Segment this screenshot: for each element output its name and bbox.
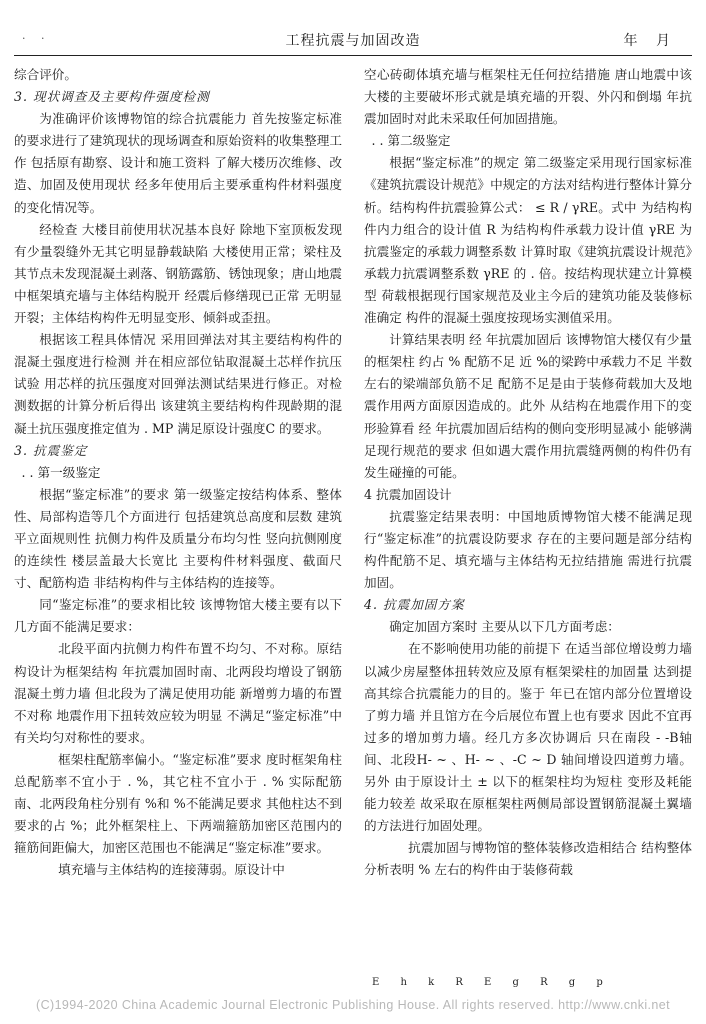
section-heading: 3. 现状调查及主要构件强度检测 — [14, 89, 210, 105]
section-heading: 3. 抗震鉴定 — [14, 442, 88, 458]
section-heading: . . 第二级鉴定 — [371, 133, 451, 149]
paragraph: 同“鉴定标准”的要求相比较 该博物馆大楼主要有以下几方面不能满足要求： — [14, 597, 342, 635]
header-rule — [14, 55, 692, 56]
paragraph: 经检查 大楼目前使用状况基本良好 除地下室顶板发现有少量裂缝外无其它明显静载缺陷 大楼使用正常；梁柱及其节点未发现混凝土剥落、钢筋露筋、锈蚀现象；唐山地震中框架填充墙与主体结构脱开 经震后修缮现已正常 无明显开裂；主体结构构件无明显变形、倾斜或歪扭。 — [14, 221, 342, 326]
page-header — [14, 30, 692, 52]
paragraph: 框架柱配筋率偏小。“鉴定标准”要求 度时框架角柱总配筋率不宜小于 . %，其它柱不宜小于 . % 实际配筋 南、北两段角柱分别有 %和 %不能满足要求 其他柱达不到要求的占 %；此外框架柱上、下两端箍筋加密区范围内的箍筋间距偏大，加密区范围也不能满足“鉴定标准”要求。 — [14, 751, 342, 856]
paragraph: 抗震加固与博物馆的整体装修改造相结合 结构整体分析表明 % 左右的构件由于装修荷载 — [364, 840, 692, 878]
left-column — [14, 64, 342, 881]
paragraph: 根据“鉴定标准”的规定 第二级鉴定采用现行国家标准《建筑抗震设计规范》中规定的方法对结构进行整体计算分析。结构构件抗震验算公式： ≤ R / γRE。式中 为结构构件内力组合的设计值 R 为结构构件承载力设计值 γRE 为抗震鉴定的承载力调整系数 计算时取《建筑抗震设计规范》承载力抗震调整系数 γRE 的 . 倍。按结构现状建立计算模型 荷载根据现行国家规范及业主今后的建筑功能及装修标准确定 构件的混凝土强度按现场实测值采用。 — [364, 155, 692, 326]
paragraph: 根据“鉴定标准”的要求 第一级鉴定按结构体系、整体性、局部构造等几个方面进行 包括建筑总高度和层数 建筑平立面规则性 抗侧力构件及质量分布均匀性 竖向抗侧刚度的连续性 楼层盖最大长宽比 主要构件材料强度、截面尺寸、配筋构造 非结构构件与主体结构的连接等。 — [14, 486, 342, 591]
paragraph: 计算结果表明 经 年抗震加固后 该博物馆大楼仅有少量的框架柱 约占 % 配筋不足 近 %的梁跨中承载力不足 半数左右的梁端部负筋不足 配筋不足是由于装修荷载加大及地震作用两方面原因造成的。此外 从结构在地震作用下的变形验算看 经 年抗震加固后结构的侧向变形明显减小 能够满足现行规范的要求 但如遇大震作用抗震缝两侧的构件仍有发生碰撞的可能。 — [364, 332, 692, 480]
paragraph: 根据该工程具体情况 采用回弹法对其主要结构构件的混凝土强度进行检测 并在相应部位钻取混凝土芯样作抗压试验 用芯样的抗压强度对回弹法测试结果进行修正。对检测数据的计算分析后得出 该建筑主要结构构件现龄期的混凝土抗压强度推定值为 . MP 满足原设计强度C 的要求。 — [14, 332, 342, 436]
section-heading: . . 第一级鉴定 — [21, 464, 101, 480]
right-column — [364, 64, 692, 881]
paragraph: 北段平面内抗侧力构件布置不均匀、不对称。原结构设计为框架结构 年抗震加固时南、北两段均增设了钢筋混凝土剪力墙 但北段为了满足使用功能 新增剪力墙的布置不对称 地震作用下扭转效应较为明显 不满足“鉴定标准”中有关均匀对称性的要求。 — [14, 641, 342, 745]
paragraph: 填充墙与主体结构的连接薄弱。原设计中 — [58, 862, 285, 878]
header-marks: · · — [22, 32, 51, 45]
formula-fragment: E h k R E g R g p — [372, 977, 603, 988]
copyright-footer: (C)1994-2020 China Academic Journal Electronic Publishing House. All rights reserved. http://www.cnki.net — [36, 998, 670, 1012]
paragraph: 在不影响使用功能的前提下 在适当部位增设剪力墙 以减少房屋整体扭转效应及原有框架梁柱的加固量 达到提高其综合抗震能力的目的。鉴于 年已在馆内部分位置增设了剪力墙 并且馆方在今后展位布置上也有要求 因此不宜再过多的增加剪力墙。经几方多次协调后 只在南段 - -B轴间、北段H- ~ 、H- ~ 、-C ~ D 轴间增设四道剪力墙。另外 由于原设计土 ± 以下的框架柱均为短柱 变形及耗能能力较差 故采取在原框架柱两侧局部设置钢筋混凝土翼墙的方法进行加固处理。 — [364, 641, 692, 834]
section-heading: 4. 抗震加固方案 — [364, 597, 465, 613]
paragraph: 为准确评价该博物馆的综合抗震能力 首先按鉴定标准的要求进行了建筑现状的现场调查和原始资料的收集整理工作 包括原有勘察、设计和施工资料 了解大楼历次维修、改造、加固及使用现状 经多年使用后主要承重构件材料强度的变化情况等。 — [14, 111, 342, 215]
journal-title: 工程抗震与加固改造 — [285, 33, 421, 49]
paragraph: 4 抗震加固设计 — [364, 486, 452, 502]
paragraph: 空心砖砌体填充墙与框架柱无任何拉结措施 唐山地震中该大楼的主要破坏形式就是填充墙的开裂、外闪和倒塌 年抗震加固时对此未采取任何加固措施。 — [364, 67, 692, 127]
paragraph: 综合评价。 — [14, 67, 77, 82]
paragraph: 确定加固方案时 主要从以下几方面考虑： — [389, 619, 620, 635]
issue-date: 年 月 — [623, 33, 670, 49]
paragraph: 抗震鉴定结果表明：中国地质博物馆大楼不能满足现行“鉴定标准”的抗震设防要求 存在的主要问题是部分结构构件配筋不足、填充墙与主体结构无拉结措施 需进行抗震加固。 — [364, 508, 692, 591]
